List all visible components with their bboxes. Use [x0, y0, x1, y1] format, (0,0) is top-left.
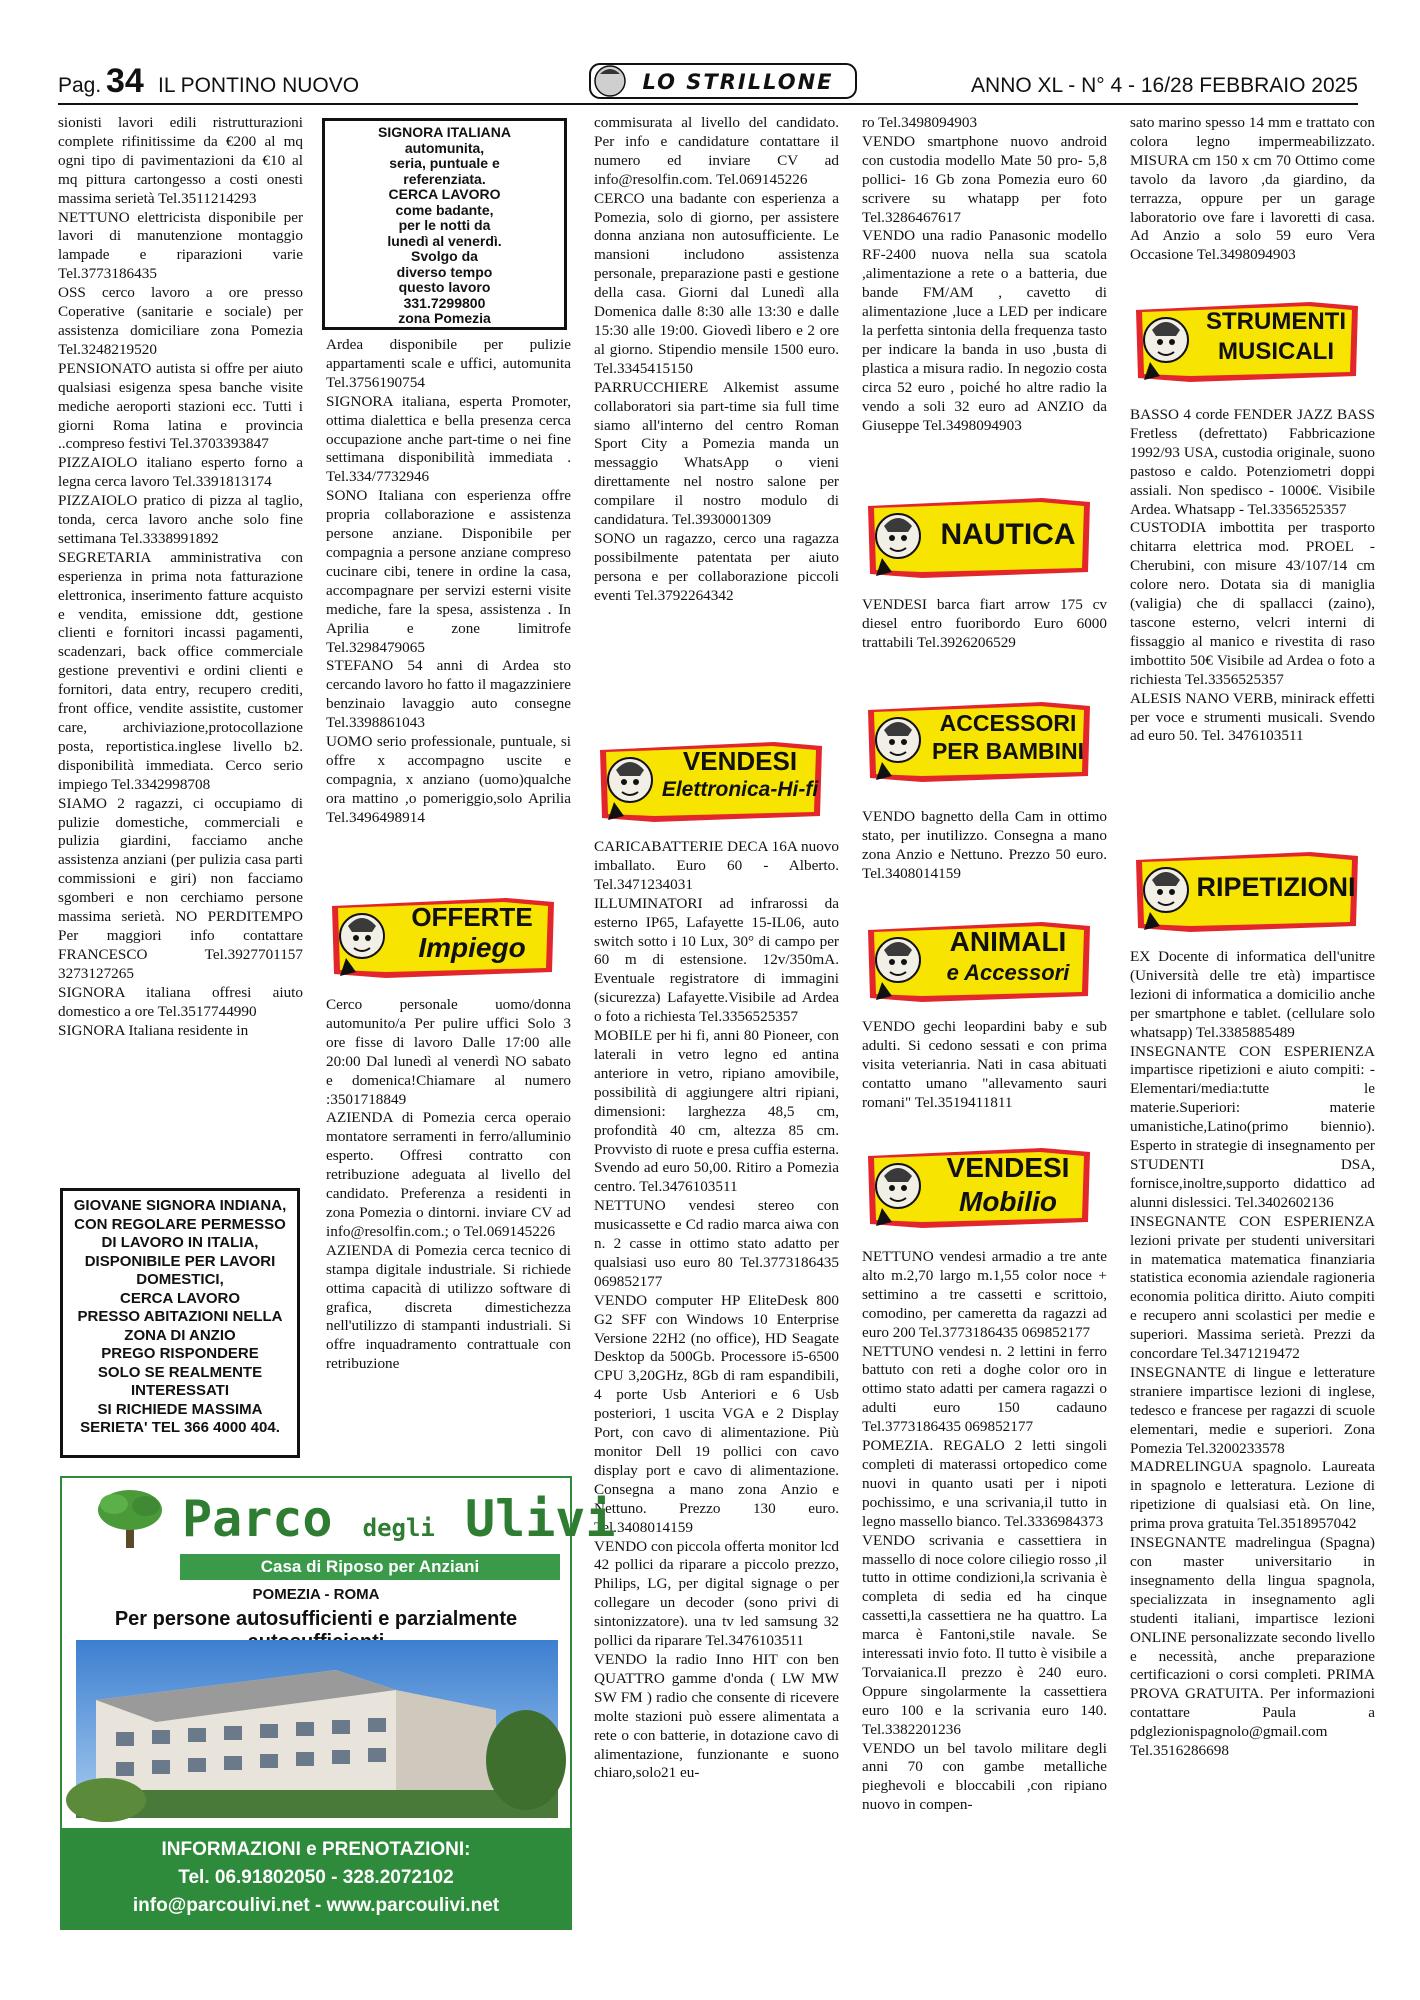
box-line: lunedì al venerdì.	[387, 232, 502, 249]
banner-text: RIPETIZIONI	[1196, 872, 1356, 902]
olive-tree-icon	[90, 1484, 170, 1554]
ad-text: VENDESI barca fiart arrow 175 cv diesel entro fuoribordo Euro 6000 trattabili Tel.3926206529	[862, 596, 1107, 651]
ad-text: STEFANO 54 anni di Ardea sto cercando lavoro ho fatto il magazziniere benzinaio lavaggio auto consegne Tel.3398861043	[326, 657, 571, 732]
ad-text: sato marino spesso 14 mm e trattato con colora legno impermeabilizzato. MISURA cm 150 x cm 70 Ottimo come tavolo da lavoro ,da giardino, da terrazza, oppure per un garage laboratorio ove fare i lavoretti di casa. Ad Anzio a solo 59 euro Vera Occasione Tel.3498094903	[1130, 114, 1375, 264]
ad-text: ALESIS NANO VERB, minirack effetti per voce e strumenti musicali. Svendo ad euro 50. Tel. 3476103511	[1130, 689, 1375, 745]
box-line: PREGO RISPONDERE	[101, 1345, 259, 1362]
banner-text: OFFERTE	[411, 902, 533, 932]
banner-text: Mobilio	[959, 1186, 1057, 1217]
banner-text: STRUMENTI	[1206, 308, 1346, 335]
page-label: Pag.	[58, 74, 102, 97]
parco-contacts	[62, 1828, 570, 1928]
issue-info: ANNO XL - N° 4 - 16/28 FEBBRAIO 2025	[971, 74, 1358, 97]
box-line: Svolgo da	[411, 248, 478, 264]
ad-text: EX Docente di informatica dell'unitre (Università delle tre età) impartisce lezioni di informatica a domicilio anche per smartphone e tablet. (cellulare solo whatsapp) Tel.3385885489	[1130, 948, 1375, 1041]
ad-text: INSEGNANTE madrelingua (Spagna) con master universitario in insegnamento della lingua spagnola, specializzata in insegnamento agli studenti italiani, impartisce lezioni ONLINE personalizzate secondo livello e necessità, anche preparazione certificazioni o corsi completi. PRIMA PROVA GRATUITA. Per informazioni contattare Paula a pdglezionispagnolo@gmail.com Tel.3516286698	[1130, 1534, 1375, 1760]
ad-text: CUSTODIA imbottita per trasporto chitarra elettrica mod. PROEL - Cherubini, con misure 43/107/14 cm colore nero. Dotata sia di maniglia (valigia) che di spallacci (zaino), tascone esterno, velcri interni di fissaggio al manico e rivestita di raso imbottito 50€ Visibile ad Ardea o foto a richiesta Tel.3356525357	[1130, 519, 1375, 688]
ad-text: SIGNORA italiana offresi aiuto domestico a ore Tel.3517744990	[58, 983, 303, 1020]
ad-text: CARICABATTERIE DECA 16A nuovo imballato. Euro 60 - Alberto. Tel.3471234031	[594, 838, 839, 893]
column-4-nautica	[862, 596, 1107, 676]
box-line: SIGNORA ITALIANA	[378, 124, 511, 140]
ad-text: ILLUMINATORI ad infrarossi da esterno IP65, Lafayette 15-IL06, auto switch sotto i 10 Lux, 30° di campo per 60 m di estensione. 12v/350mA. Eventuale registratore di immagini (sicurezza) Lafayette.Visibile ad Ardea o foto a richiesta Tel.3356525357	[594, 894, 839, 1026]
box-line: SI RICHIEDE MASSIMA	[97, 1400, 263, 1418]
box-line: DOMESTICI,	[136, 1271, 224, 1288]
banner-text: Impiego	[418, 932, 526, 963]
parco-subtitle: Casa di Riposo per Anziani	[180, 1554, 560, 1580]
column-1	[58, 114, 303, 1209]
banner-text: VENDESI	[682, 746, 798, 776]
ad-text: VENDO scrivania e cassettiera in massello di noce colore ciliegio rosso ,il tutto in ottime condizioni,la scrivania è completa di sedia ed ha cinque cassetti,la cassettiera ne ha quattro. La marca è Fantoni,stile navale. Se interessati invio foto. Il tutto è visibile a Torvaianica.Il prezzo è 240 euro. Oppure singolarmente la cassettiera euro 100 e la scrivania euro 140. Tel.3382201236	[862, 1531, 1107, 1738]
ad-text: NETTUNO vendesi armadio a tre ante alto m.2,70 largo m.1,55 color noce + settimino a tre cassetti e scrittoio, comodino, per cameretta da ragazzi ad euro 200 Tel.3773186435 069852177	[862, 1248, 1107, 1341]
ad-text: SONO un ragazzo, cerco una ragazza possibilmente patentata per aiuto persona e per collaborazione piccoli eventi Tel.3792264342	[594, 529, 839, 604]
ad-text: VENDO una radio Panasonic modello RF-2400 nuova nella sua scatola ,alimentazione a rete o a batteria, due bande FM/AM , cavetto di alimentazione ,luce a LED per indicare la perfetta sintonia della frequenza tasto per indicare la banda in uso ,busta di plastica a misura radio. In negozio costa circa 52 euro , poiché ho altre radio la vendo a soli 32 euro ad ANZIO da Giuseppe Tel.3498094903	[862, 227, 1107, 434]
ad-text: MOBILE per hi fi, anni 80 Pioneer, con laterali in vetro legno ed antina anteriore in vetro, ripiano amovibile, possibilità di aggiungere altri ripiani, dimensioni: larghezza 48,5 cm, profondità 40 cm, altezza 85 cm. Provvisto di ruote e presa cuffia esterna. Svendo ad euro 50,00. Ritiro a Pomezia centro. Tel.3476103511	[594, 1027, 839, 1196]
section-banner-elettronica	[594, 736, 826, 826]
banner-text: ACCESSORI	[939, 710, 1077, 736]
ad-text: VENDO gechi leopardini baby e sub adulti. Si cedono sessati e con prima visita veterianria. Nati in casa abituati contatto umano "allevamento sauri romani" Tel.3519411811	[862, 1018, 1107, 1111]
ad-text: SIGNORA Italiana residente in	[58, 1021, 249, 1039]
box-line: DI LAVORO IN ITALIA,	[101, 1234, 259, 1251]
box-line: PRESSO ABITAZIONI NELLA	[77, 1308, 283, 1325]
box-line: CERCA LAVORO	[120, 1289, 240, 1307]
box-line: ZONA DI ANZIO	[124, 1326, 236, 1344]
parco-degli-ulivi-ad	[60, 1476, 616, 1930]
svg-text:LO STRILLONE: LO STRILLONE	[642, 70, 834, 94]
boxed-ad-signora-italiana	[322, 118, 567, 330]
ad-text: PIZZAIOLO italiano esperto forno a legna cerca lavoro Tel.3391813174	[58, 454, 303, 491]
ad-text: VENDO smartphone nuovo android con custodia modello Mate 50 pro- 5,8 pollici- 16 Gb zona Pomezia euro 60 scrivere su whatapp per foto Tel.3286467617	[862, 132, 1107, 226]
box-line: GIOVANE SIGNORA INDIANA,	[73, 1197, 287, 1214]
page-number: 34	[106, 62, 144, 100]
box-line: CERCA LAVORO	[388, 186, 501, 202]
banner-text: Elettronica-Hi-fi	[661, 778, 819, 801]
page-header	[58, 62, 1358, 102]
ad-text: Cerco personale uomo/donna automunito/a Per pulire uffici Solo 3 ore fisse di lavoro Dalle 17:00 alle 20:00 Dal lunedì al venerdì NO sabato e domenica!Chiamare al numero :3501718849	[326, 996, 571, 1108]
header-rule	[58, 103, 1358, 105]
column-5-ripetizioni	[1130, 948, 1375, 1918]
ad-text: SIAMO 2 ragazzi, ci occupiamo di pulizie domestiche, commerciali e pulizia giardini, facciamo anche assistenza anziani (per pulizia casa parti commissioni e giri) non facciamo sgomberi e non cerchiamo persone massima serietà. NO PERDITEMPO Per maggiori info contattare FRANCESCO Tel.3927701157 3273127265	[58, 794, 303, 982]
ad-text: SONO Italiana con esperienza offre propria collaborazione e assistenza persone anziane. Disponibile per compagnia a persone anziane compreso cucinare cibi, tenere in ordine la casa, accompagnare per servizi esterni visite mediche, fare la spesa, assistenza . In Aprilia e zone limitrofe Tel.3298479065	[326, 487, 571, 656]
banner-text: PER BAMBINI	[931, 738, 1085, 764]
box-line: INTERESSATI	[130, 1382, 230, 1399]
section-banner-nautica	[862, 492, 1094, 582]
ad-text: INSEGNANTE CON ESPERIENZA lezioni private per studenti universitari in matematica matematica finanziaria statistica economia aziendale ragioneria economia politica diritto. Aiuto compiti e recupero anni scolastici per medie e superiori. Massima serietà. Prezzi da concordare Tel.3471219472	[1130, 1212, 1375, 1363]
box-line: CON REGOLARE PERMESSO	[74, 1215, 286, 1233]
banner-text: MUSICALI	[1218, 338, 1334, 365]
box-line: 331.7299800	[403, 294, 486, 311]
ad-text: NETTUNO elettricista disponibile per lavori di manutenzione montaggio lampade e riparazioni varie Tel.3773186435	[58, 208, 303, 283]
column-2-upper	[326, 336, 571, 888]
ad-text: NETTUNO vendesi stereo con musicassette e Cd radio marca aiwa con n. 2 casse in ottimo stato adatto per qualsiasi uso euro 80 Tel.3773186435 069852177	[594, 1197, 839, 1290]
column-4-top	[862, 114, 1107, 486]
ad-text: AZIENDA di Pomezia cerca operaio montatore serramenti in ferro/alluminio esperto. Offresi contratto con retribuzione adeguata al livello del candidato. Preferenza a residenti in zona Pomezia o dintorni. inviare CV ad info@resolfin.com.; o Tel.069145226	[326, 1109, 571, 1240]
section-banner-strumenti	[1130, 296, 1362, 386]
ad-text: SEGRETARIA amministrativa con esperienza in prima nota fatturazione elettronica, inserimento fatture acquisto e vendita, emissione ddt, gestione clienti e fornitori incassi pagamenti, scadenzari, back office commerciale gestione preventivi e ordini clienti e fornitori, data entry, recupero crediti, front office, vendite assistite, customer care, archiviazione,protocollazione posta, reportistica.inglese livello b2. disponibilità immediata. Cerco serio impiego Tel.3342998708	[58, 548, 303, 793]
ad-text: VENDO la radio Inno HIT con ben QUATTRO gamme d'onda ( LW MW SW FM ) radio che consente di ricevere molte stazioni può essere alimentata a rete o con batterie, in dotazione cavo di alimentazione, funzionante e suono chiaro,solo21 eu-	[594, 1650, 839, 1782]
column-4-bambini	[862, 808, 1107, 888]
ad-text: CERCO una badante con esperienza a Pomezia, solo di giorno, per assistere donna anziana non autosufficiente. Le mansioni includono assistenza personale, preparazione pasti e gestione della casa. Giorni dal Lunedì alla Domenica dalle 8:30 alle 13:30 e dalle 15:30 alle 19:00. Giovedì libero e 2 ore al giorno. Stipendio mensile 1500 euro. Tel.3345415150	[594, 189, 839, 377]
box-line: SOLO SE REALMENTE	[97, 1363, 263, 1381]
ad-text: OSS cerco lavoro a ore presso Coperative (sanitarie e sociale) per assistenza domiciliare zona Pomezia Tel.3248219520	[58, 284, 303, 358]
box-line: zona Pomezia	[398, 310, 491, 326]
column-3-upper	[594, 114, 839, 726]
section-banner-animali	[862, 916, 1094, 1006]
ad-text: PENSIONATO autista si offre per aiuto qualsiasi esigenza spesa banche visite mediche aeroporti stazioni ecc. Tutti i giorni Roma latina e provincia ..compreso festivi Tel.3703393847	[58, 359, 303, 453]
ad-text: ro Tel.3498094903	[862, 114, 978, 131]
box-line: diverso tempo	[396, 263, 493, 280]
box-line: DISPONIBILE PER LAVORI	[84, 1252, 276, 1270]
building-photo	[76, 1640, 558, 1818]
banner-text: ANIMALI	[949, 926, 1067, 957]
box-line: referenziata.	[403, 170, 486, 187]
ad-text: VENDO computer HP EliteDesk 800 G2 SFF con Windows 10 Enterprise Versione 22H2 (no office), HD Seagate Desktop da 500Gb. Processore i5-6500 CPU 3,20GHz, 8Gb di ram espandibili, 4 porte Usb Anteriori e 6 Usb posteriori, 1 uscita VGA e 2 Display Port, con cavo di alimentazione. Più monitor Dell 19 pollici con cavo display port e cavo di alimentazione. Consegna a mano zona Anzio e Nettuno. Prezzo 130 euro. Tel.3408014159	[594, 1291, 839, 1536]
strillone-logo	[588, 60, 858, 102]
ad-text: SIGNORA italiana, esperta Promoter, ottima dialettica e bella presenza cerca occupazione anche part-time o nei fine settimana disponibilità immediata . Tel.334/7732946	[326, 392, 571, 486]
ad-text: commisurata al livello del candidato. Per info e candidature contattare il numero ed inviare CV ad info@resolfin.com. Tel.069145226	[594, 114, 839, 188]
ad-text: INSEGNANTE di lingue e letterature straniere impartisce lezioni di inglese, tedesco e francese per ragazzi di scuole elementari, medie e superiori. Zona Pomezia Tel.3200233578	[1130, 1363, 1375, 1457]
section-banner-offerte-impiego	[326, 892, 558, 982]
ad-text: NETTUNO vendesi n. 2 lettini in ferro battuto con reti a doghe color oro in ottimo stato adatti per camera ragazzi o adulti euro 150 cadauno Tel.3773186435 069852177	[862, 1342, 1107, 1436]
ad-text: PIZZAIOLO pratico di pizza al taglio, tonda, cerca lavoro anche solo fine settimana Tel.3338991892	[58, 492, 303, 547]
section-banner-ripetizioni	[1130, 846, 1362, 936]
boxed-ad-indiana	[60, 1188, 300, 1458]
box-line: automunita,	[404, 139, 485, 156]
ad-text: INSEGNANTE CON ESPERIENZA impartisce ripetizioni e aiuto compiti: -Elementari/media:tutte le materie.Superiori: materie umanistiche,Latino(primo biennio). Esperto in strategie di insegnamento per STUDENTI DSA, fornisce,inoltre,supporto didattico ad alunni dislessici. Tel.3402602136	[1130, 1042, 1375, 1211]
ad-text: VENDO bagnetto della Cam in ottimo stato, per inutilizzo. Consegna a mano zona Anzio e Nettuno. Prezzo 50 euro. Tel.3408014159	[862, 808, 1107, 882]
parco-location: POMEZIA - ROMA	[252, 1586, 380, 1603]
parco-info-label: INFORMAZIONI e PRENOTAZIONI:	[161, 1839, 471, 1860]
column-5-strumenti	[1130, 406, 1375, 836]
ad-text: VENDO con piccola offerta monitor lcd 42 pollici da riparare a piccolo prezzo, Philips, LG, per digital signage o per collegare un decoder (sono privi di sintonizzatore). una tv led samsung 32 pollici da riparare Tel.3476103511	[594, 1537, 839, 1650]
parco-web: info@parcoulivi.net - www.parcoulivi.net	[132, 1895, 500, 1916]
column-5-top	[1130, 114, 1375, 292]
banner-text: e Accessori	[946, 960, 1070, 985]
box-line: come badante,	[395, 201, 494, 218]
ad-text: POMEZIA. REGALO 2 letti singoli completi di materassi ortopedico come nuovi in quanto usati per i nipoti pochissimo, e una scrivania,il tutto in legno massello bianco. Tel.3336984373	[862, 1437, 1107, 1530]
newspaper-name: IL PONTINO NUOVO	[158, 74, 360, 97]
ad-text: AZIENDA di Pomezia cerca tecnico di stampa digitale industriale. Si richiede ottima capacità di utilizzo software di grafica, discreta dimestichezza nell'utilizzo di stampanti industriali. Si offre inquadramento contrattuale con retribuzione	[326, 1241, 571, 1373]
column-4-mobilio	[862, 1248, 1107, 1918]
section-banner-bambini	[862, 696, 1094, 786]
box-line: SERIETA' TEL 366 4000 404.	[80, 1419, 280, 1436]
section-banner-mobilio	[862, 1142, 1094, 1232]
ad-text: BASSO 4 corde FENDER JAZZ BASS Fretless (defrettato) Fabbricazione 1992/93 USA, custodia originale, suono pastoso e caldo. Potenziometri doppi assiali. Non spedisco - 1000€. Visibile Ardea. Whatsapp - Tel.3356525357	[1130, 406, 1375, 518]
parco-title: Parco degli Ulivi	[182, 1490, 616, 1548]
ad-text: VENDO un bel tavolo militare degli anni 70 con gambe metalliche pieghevoli e bloccabili ,con ripiano nuovo in compen-	[862, 1739, 1107, 1814]
banner-text: NAUTICA	[940, 518, 1076, 551]
column-4-animali	[862, 1018, 1107, 1118]
ad-text: PARRUCCHIERE Alkemist assume collaboratori sia part-time sia full time siamo all'interno del centro Roman Sport City a Pomezia manda un messaggio WhatsApp o vieni direttamente nel nostro salone per compilare il nostro modulo di candidatura. Tel.3930001309	[594, 378, 839, 529]
box-line: questo lavoro	[398, 279, 491, 295]
ad-text: Ardea disponibile per pulizie appartamenti scale e uffici, automunita Tel.3756190754	[326, 336, 571, 391]
ad-text: UOMO serio professionale, puntuale, si offre x accompagno uscite e compagnia, x anziano (uomo)qualche ora mattino ,o pomeriggio,solo Aprilia Tel.3496498914	[326, 733, 571, 826]
ad-text: sionisti lavori edili ristrutturazioni complete rifinitissime da €200 al mq ogni tipo di pavimentazioni da €10 al mq pittura cartongesso a costi onesti massima serietà Tel.3511214293	[58, 114, 303, 207]
parco-description: Per persone autosufficienti e parzialmente	[114, 1608, 518, 1630]
column-3-lower	[594, 838, 839, 1918]
parco-phone: Tel. 06.91802050 - 328.2072102	[178, 1867, 454, 1888]
ad-text: MADRELINGUA spagnolo. Laureata in spagnolo e letteratura. Lezione di ripetizione di qualsiasi età. On line, prima prova gratuita Tel.3518957042	[1130, 1458, 1375, 1533]
box-line: per le notti da	[398, 217, 491, 233]
banner-text: VENDESI	[946, 1152, 1070, 1183]
box-line: seria, puntuale e	[389, 155, 500, 171]
